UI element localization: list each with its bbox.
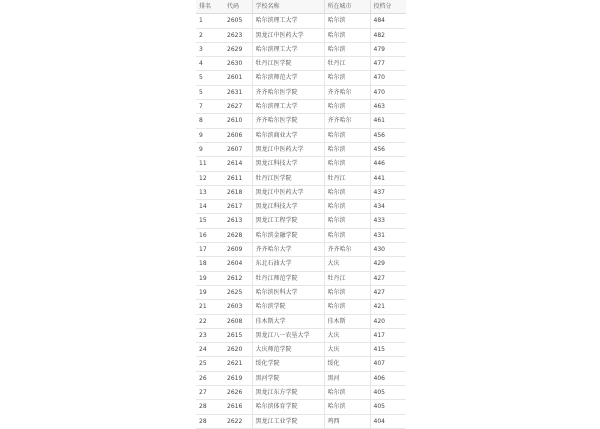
cell-city: 哈尔滨 [324,157,370,171]
cell-score: 427 [370,285,406,299]
cell-rank: 23 [196,328,224,342]
cell-name: 哈尔滨医科大学 [252,285,324,299]
cell-city: 哈尔滨 [324,128,370,142]
header-code: 代码 [224,0,252,14]
cell-code: 2623 [224,28,252,42]
cell-name: 哈尔滨体育学院 [252,400,324,414]
cell-score: 463 [370,100,406,114]
cell-city: 哈尔滨 [324,185,370,199]
cell-score: 477 [370,57,406,71]
cell-city: 哈尔滨 [324,214,370,228]
cell-city: 哈尔滨 [324,71,370,85]
cell-code: 2628 [224,228,252,242]
table-row [196,171,406,185]
cell-rank: 28 [196,400,224,414]
cell-rank: 28 [196,414,224,428]
cell-rank: 17 [196,243,224,257]
cell-city: 大庆 [324,257,370,271]
cell-code: 2625 [224,285,252,299]
table-row [196,328,406,342]
cell-name: 黑河学院 [252,371,324,385]
cell-rank: 11 [196,157,224,171]
cell-name: 齐齐哈尔医学院 [252,85,324,99]
cell-name: 黑龙江科技大学 [252,157,324,171]
cell-score: 470 [370,85,406,99]
header-score: 投档分 [370,0,406,14]
cell-name: 哈尔滨理工大学 [252,42,324,56]
cell-rank: 19 [196,285,224,299]
cell-name: 哈尔滨商业大学 [252,128,324,142]
table-row [196,85,406,99]
table-row [196,257,406,271]
cell-name: 哈尔滨理工大学 [252,14,324,28]
cell-rank: 8 [196,114,224,128]
table-row [196,371,406,385]
cell-city: 牡丹江 [324,271,370,285]
cell-code: 2629 [224,42,252,56]
cell-score: 470 [370,71,406,85]
cell-code: 2607 [224,142,252,156]
cell-score: 429 [370,257,406,271]
table-row [196,314,406,328]
cell-name: 黑龙江工程学院 [252,214,324,228]
cell-score: 427 [370,271,406,285]
table-row [196,100,406,114]
cell-rank: 3 [196,42,224,56]
cell-city: 哈尔滨 [324,14,370,28]
cell-city: 绥化 [324,357,370,371]
table-row [196,42,406,56]
table-row [196,300,406,314]
cell-rank: 16 [196,228,224,242]
cell-city: 牡丹江 [324,57,370,71]
cell-score: 437 [370,185,406,199]
table-row [196,28,406,42]
table-body [196,14,406,429]
cell-rank: 2 [196,28,224,42]
cell-city: 哈尔滨 [324,142,370,156]
table-header [196,0,406,14]
cell-score: 407 [370,357,406,371]
cell-code: 2622 [224,414,252,428]
cell-score: 461 [370,114,406,128]
cell-code: 2605 [224,14,252,28]
ranking-table [196,0,406,429]
cell-city: 黑河 [324,371,370,385]
table-row [196,343,406,357]
cell-score: 430 [370,243,406,257]
cell-city: 哈尔滨 [324,386,370,400]
cell-rank: 5 [196,71,224,85]
cell-name: 东北石油大学 [252,257,324,271]
table-row [196,57,406,71]
table-row [196,71,406,85]
cell-score: 482 [370,28,406,42]
cell-score: 434 [370,200,406,214]
cell-rank: 7 [196,100,224,114]
cell-city: 齐齐哈尔 [324,85,370,99]
cell-name: 牡丹江医学院 [252,171,324,185]
cell-rank: 24 [196,343,224,357]
cell-score: 405 [370,386,406,400]
cell-name: 哈尔滨师范大学 [252,71,324,85]
cell-code: 2611 [224,171,252,185]
cell-code: 2620 [224,343,252,357]
cell-rank: 19 [196,271,224,285]
cell-name: 黑龙江工业学院 [252,414,324,428]
cell-score: 421 [370,300,406,314]
cell-city: 牡丹江 [324,171,370,185]
cell-score: 433 [370,214,406,228]
cell-name: 牡丹江医学院 [252,57,324,71]
cell-code: 2613 [224,214,252,228]
header-rank: 排名 [196,0,224,14]
cell-name: 绥化学院 [252,357,324,371]
cell-code: 2631 [224,85,252,99]
cell-code: 2614 [224,157,252,171]
cell-code: 2610 [224,114,252,128]
cell-city: 哈尔滨 [324,300,370,314]
cell-name: 牡丹江师范学院 [252,271,324,285]
cell-name: 齐齐哈尔医学院 [252,114,324,128]
cell-code: 2627 [224,100,252,114]
cell-name: 佳木斯大学 [252,314,324,328]
cell-rank: 21 [196,300,224,314]
cell-city: 佳木斯 [324,314,370,328]
cell-score: 441 [370,171,406,185]
table-row [196,185,406,199]
table-row [196,157,406,171]
cell-rank: 13 [196,185,224,199]
cell-rank: 9 [196,142,224,156]
cell-score: 417 [370,328,406,342]
cell-name: 哈尔滨学院 [252,300,324,314]
cell-code: 2603 [224,300,252,314]
cell-city: 齐齐哈尔 [324,114,370,128]
cell-score: 484 [370,14,406,28]
cell-city: 齐齐哈尔 [324,243,370,257]
cell-score: 415 [370,343,406,357]
cell-code: 2601 [224,71,252,85]
cell-code: 2619 [224,371,252,385]
cell-name: 黑龙江中医药大学 [252,142,324,156]
table-row [196,142,406,156]
cell-city: 哈尔滨 [324,100,370,114]
cell-score: 456 [370,142,406,156]
cell-score: 406 [370,371,406,385]
cell-score: 446 [370,157,406,171]
cell-city: 鸡西 [324,414,370,428]
cell-rank: 22 [196,314,224,328]
cell-code: 2608 [224,314,252,328]
cell-rank: 1 [196,14,224,28]
cell-code: 2615 [224,328,252,342]
table-row [196,214,406,228]
cell-rank: 18 [196,257,224,271]
cell-city: 哈尔滨 [324,200,370,214]
cell-rank: 4 [196,57,224,71]
cell-name: 黑龙江东方学院 [252,386,324,400]
table-row [196,357,406,371]
table-row [196,285,406,299]
cell-score: 456 [370,128,406,142]
cell-name: 哈尔滨金融学院 [252,228,324,242]
cell-code: 2606 [224,128,252,142]
cell-code: 2621 [224,357,252,371]
cell-city: 大庆 [324,343,370,357]
cell-name: 黑龙江中医药大学 [252,28,324,42]
cell-name: 黑龙江中医药大学 [252,185,324,199]
cell-city: 哈尔滨 [324,42,370,56]
cell-rank: 12 [196,171,224,185]
table-row [196,400,406,414]
cell-code: 2626 [224,386,252,400]
table-row [196,128,406,142]
cell-rank: 15 [196,214,224,228]
table-row [196,14,406,28]
cell-rank: 27 [196,386,224,400]
cell-score: 431 [370,228,406,242]
header-city: 所在城市 [324,0,370,14]
table-row [196,386,406,400]
cell-code: 2617 [224,200,252,214]
table-row [196,414,406,428]
cell-name: 黑龙江科技大学 [252,200,324,214]
table-row [196,200,406,214]
cell-score: 420 [370,314,406,328]
cell-city: 哈尔滨 [324,400,370,414]
cell-code: 2609 [224,243,252,257]
header-name: 学校名称 [252,0,324,14]
cell-score: 405 [370,400,406,414]
cell-city: 哈尔滨 [324,285,370,299]
cell-rank: 26 [196,371,224,385]
cell-code: 2616 [224,400,252,414]
cell-name: 齐齐哈尔大学 [252,243,324,257]
table-row [196,114,406,128]
cell-code: 2612 [224,271,252,285]
cell-name: 大庆师范学院 [252,343,324,357]
cell-code: 2630 [224,57,252,71]
cell-rank: 25 [196,357,224,371]
cell-city: 哈尔滨 [324,28,370,42]
cell-code: 2604 [224,257,252,271]
header-row [196,0,406,14]
cell-rank: 14 [196,200,224,214]
table-row [196,228,406,242]
cell-name: 黑龙江八一农垦大学 [252,328,324,342]
cell-city: 大庆 [324,328,370,342]
cell-score: 479 [370,42,406,56]
table-row [196,243,406,257]
cell-rank: 9 [196,128,224,142]
cell-code: 2618 [224,185,252,199]
cell-rank: 5 [196,85,224,99]
cell-city: 哈尔滨 [324,228,370,242]
table-row [196,271,406,285]
cell-score: 404 [370,414,406,428]
cell-name: 哈尔滨理工大学 [252,100,324,114]
